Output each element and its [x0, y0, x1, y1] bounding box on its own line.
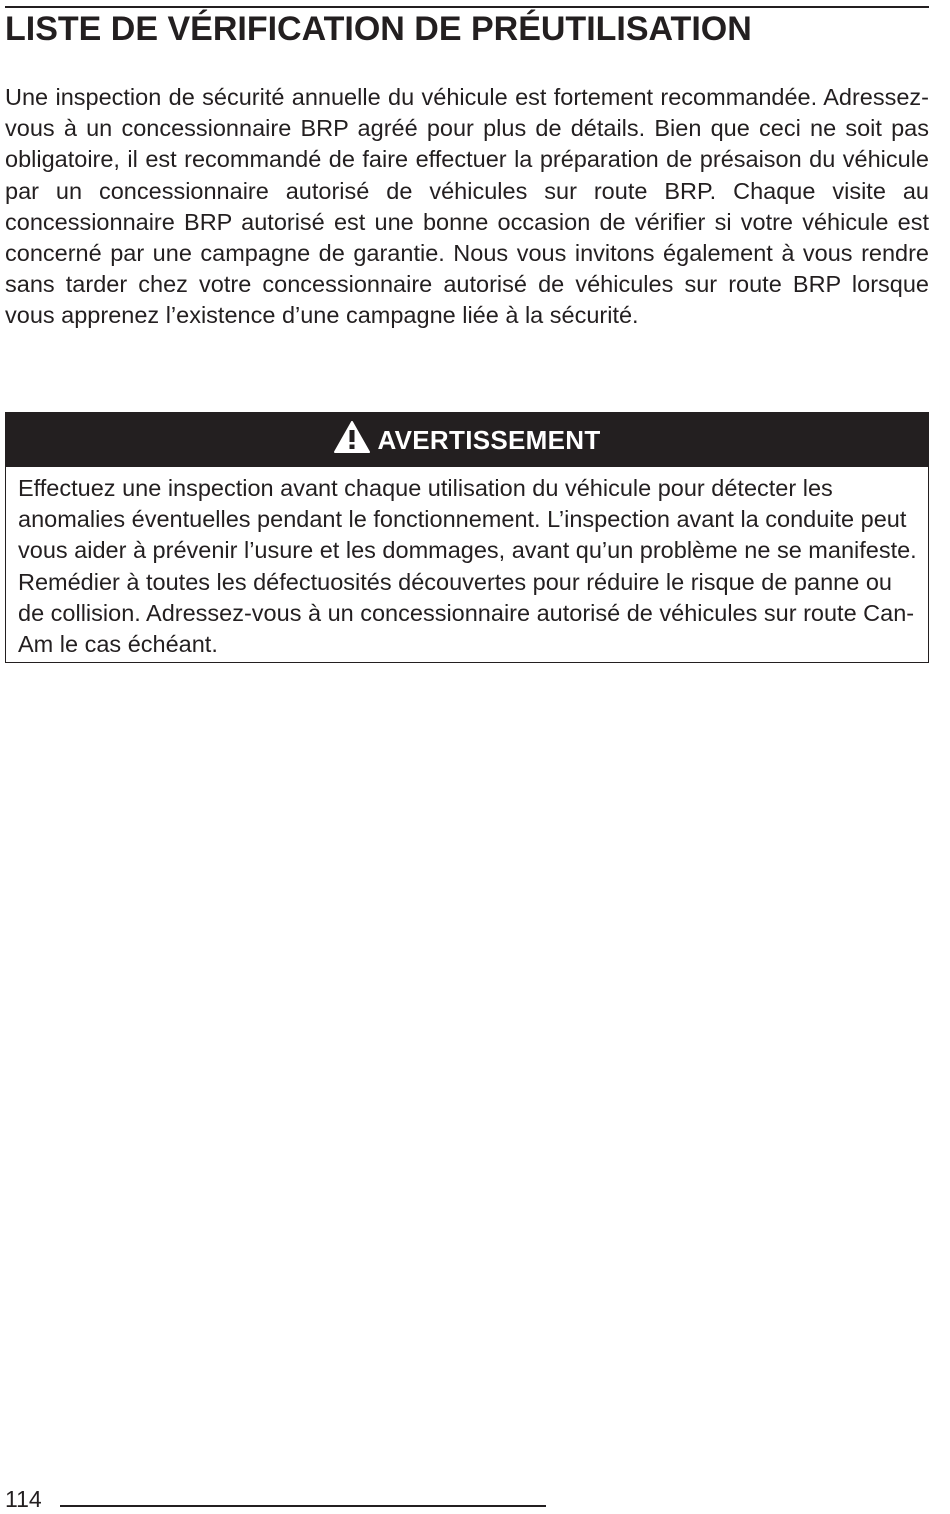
- warning-text: Effectuez une inspection avant chaque utilisation du véhicule pour détecter les anomalies éventuelles pendant le fonctionnement. L’inspection avant la conduite peut vous aider à prévenir l’usure et les dommages, avant qu’un problème ne se manifeste. Remédier à toutes les défectuosités découvertes pour réduire le risque de panne ou de collision. Adressez-vous à un concessionnaire autorisé de véhicules sur route Can-Am le cas échéant.: [18, 475, 917, 658]
- warning-header: [6, 413, 928, 467]
- warning-title: AVERTISSEMENT: [377, 424, 601, 455]
- page-title: LISTE DE VÉRIFICATION DE PRÉUTILISATION: [5, 10, 752, 48]
- top-rule: [5, 6, 929, 8]
- warning-triangle-icon: [334, 421, 370, 453]
- intro-paragraph: Une inspection de sécurité annuelle du véhicule est fortement recommandée. Adressez-vous à un concessionnaire BRP agréé pour plus de détails. Bien que ceci ne soit pas obligatoire, il est recommandé de faire effectuer la préparation de présaison du véhicule par un concessionnaire autorisé de véhicules sur route BRP. Chaque visite au concessionnaire BRP autorisé est une bonne occasion de vérifier si votre véhicule est concerné par une campagne de garantie. Nous vous invitons également à vous rendre sans tarder chez votre concessionnaire autorisé de véhicules sur route BRP lorsque vous apprenez l’existence d’une campagne liée à la sécurité.: [5, 84, 929, 329]
- footer-rule: [60, 1505, 546, 1507]
- warning-box: [5, 412, 929, 663]
- page-number: 114: [5, 1486, 42, 1512]
